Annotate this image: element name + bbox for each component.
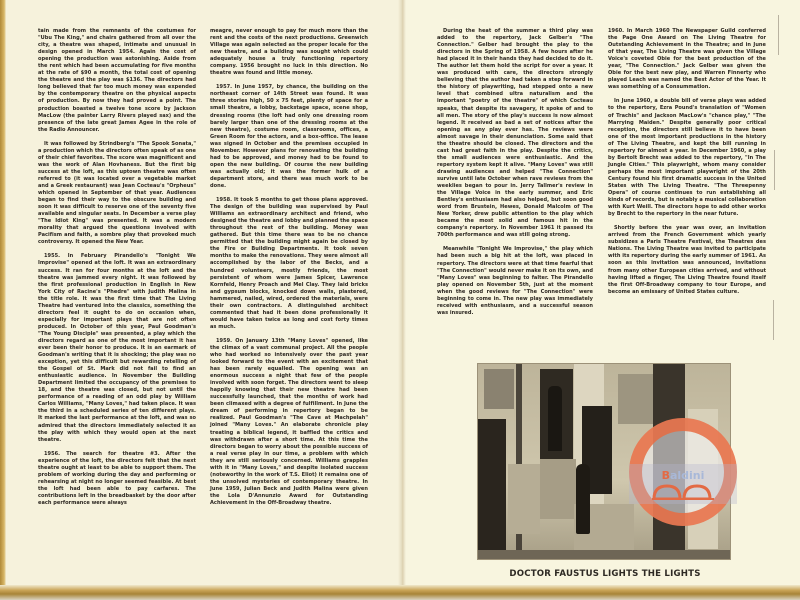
page-edge-left (0, 0, 6, 600)
right-page-column-2 (608, 28, 766, 303)
left-page-column-2 (210, 28, 368, 514)
right-page-column-1 (437, 28, 593, 324)
paragraph: 1958. It took 5 months to get those plans approved. The design of the building was supervised by Paul Williams an extraordinary architect and friend, who designed the theatre and lobby and planned the space throughout the rest of the building. Money was gathered. But this time there was to be no chance permitted that the building might again be closed by the Fire or Building Departments. It took seven months to make the renovations. They were almost all accomplished by the labor of the Becks, and a hundred volunteers, mostly friends, the most persistent of whom were James Spicer, Lawrence Kornfeld, Henry Proach and Mel Clay. They laid bricks and gypsum blocks, knocked down walls, plastered, hammered, nailed, wired, ordered the materials, were their own contractors. A distinguished architect commented that had it been done professionally it would have taken twice as long and cost forty times as much. (210, 197, 368, 330)
paragraph: tain made from the remnants of the costumes for "Ubu The King," and chairs gathered from all over the city, a theatre was shaped, intimate and unusual in design opened in March 1954. Again the cost of opening the production was astonishing. Aside from the rent which had been accumulating for five months at the rate of $90 a month, the total cost of opening the theatre and the play was $136. The directors had long believed that far too much money was expended by the contemporary theatre on the physical aspects of production. By now they had proved a point. The production boasted a twelve tone score by Jackson MacLow (the painter Larry Rivers played sax) and the presence of the late great James Agee in the role of the Radio Announcer. (38, 28, 196, 133)
pencil-mark (773, 300, 774, 340)
paragraph: 1956. The search for theatre #3. After the experience of the loft, the directors felt that the next theatre ought at least to be able to support them. The problem of working during the day and performing or rehearsing at night no longer seemed feasible. At best the loft had been able to pay carfares. The contributions left in the breadbasket by the door after each performance were always (38, 450, 196, 506)
paragraph: meagre, never enough to pay for much more than the rent and the costs of the next productions. Greenwich Village was again selected as the proper locale for the new theatre, and a building was sought which could adequately house a truly functioning repertory company. 1956 brought no luck in this direction. No theatre was found and little money. (210, 28, 368, 77)
paragraph: 1955. In February Pirandello's "Tonight We Improvise" opened at the loft. It was an extraordinary success. It ran for four months at the loft and the theatre was jammed every night. It was followed by the first professional production in English in New York City of Racine's "Phedre" with Judith Malina in the title role. It was the first time that The Living Theatre had ventured into the classics, something the directors feel it ought to do on occasion when, especially for important plays that are not often produced. In October of this year, Paul Goodman's "The Young Disciple" was presented, a play which the directors regard as one of the most important it has ever been their honor to produce. It is an earmark of Goodman's writing that it is shocking; the play was no exception, yet this difficult but rewarding retelling of the Gospel of St. Mark did not fail to find an enthusiastic audience. In November the Building Department limited the occupancy of the premises to 18, and the theatre was closed, but not until the performance of a reading of an odd play by William Carlos Williams, "Many Loves," had taken place. It was the third in a scheduled series of ten different plays. It marked the last performance at the loft, and was so admired that the directors immediately selected it as the play with which they would open at the next theatre. (38, 253, 196, 443)
page-edge-bottom (0, 585, 800, 600)
paragraph: 1957. In June 1957, by chance, the building on the northeast corner of 14th Street was found. It was three stories high, 50 x 75 feet, plenty of space for a small theatre, a lobby, backstage space, scene shop, dressing rooms (the loft had only one dressing room barely larger than one of the dressing rooms at the new theatre), costume room, classrooms, offices, a Green Room for the actors, and a box-office. The lease was signed in October and the premises occupied in November. However plans for renovating the building had to be approved, and money had to be found to open the new building. Of course the new building was actually old; it was the former hulk of a department store, and there was much work to be done. (210, 84, 368, 189)
paragraph: Meanwhile "Tonight We Improvise," the play which had been such a big hit at the loft, was placed in repertory. The directors were at that time fearful that "The Connection" would never make it on its own, and "Many Loves" was beginning to falter. The Pirandello play opened on November 5th, just at the moment when the good reviews for "The Connection" were beginning to come in. The new play was immediately received with enthusiasm, and a successful season was insured. (437, 246, 593, 316)
paragraph: Shortly before the year was over, an invitation arrived from the French Government which yearly subsidizes a Paris Theatre Festival, the Theatres des Nations. The Living Theatre was invited to participate with its repertory during the early summer of 1961. As soon as this invitation was announced, invitations from many other European cities arrived, and without having lifted a finger, The Living Theatre found itself the first Off-Broadway company to tour Europe, and become an emissary of United States culture. (608, 225, 766, 295)
pencil-mark (774, 150, 775, 190)
paragraph: 1959. On January 13th "Many Loves" opened, like the climax of a vast communal project. All the people who had worked so intensively over the past year looked forward to the event with an excitement that has been rarely equalled. The opening was an enormous success a night that few of the people involved with soon forget. The directors went to sleep happily knowing that their new theatre had been successfully launched, that the months of work had been climaxed with a degree of fulfillment. In June the dream of performing in repertory began to be realized. Paul Goodman's "The Cave at Machpelah" joined "Many Loves." An elaborate chronicle play treating a biblical legend, it baffled the critics and was withdrawn after a short time. At this time the directors began to worry about the possible success of a real verse play in our time, a problem with which they are still seriously concerned. Williams grapples with it in "Many Loves," and despite isolated success (noteworthy in the work of T.S. Eliot) it remains one of the unsolved mysteries of contemporary theatre. In June 1959, Julian Beck and Judith Malina were given the Lola D'Annunzio Award for Outstanding Achievement in the Off-Broadway theatre. (210, 337, 368, 506)
pencil-mark (778, 15, 779, 55)
left-page-column-1 (38, 28, 196, 514)
paragraph: It was followed by Strindberg's "The Spook Sonata," a production which the directors often speak of as one of their chief favorites. The score was magnificent and was the work of Alan Hovhaness. But the first big success at the loft, as this uptown theatre was often referred to (it was located over a vegetable market and a Greek restaurant) was Jean Cocteau's "Orpheus" which opened in September of that year. Audiences began to find their way to the obscure building and soon it was difficult to reserve one of the seventy five available and singular seats. In December a verse play "The Idiot King" was presented. It was a modern morality that argued the questions involved with Pacifism and faith, a sombre play that provoked much controversy. It opened the New Year. (38, 140, 196, 246)
paragraph: During the heat of the summer a third play was added to the repertory, Jack Gelber's "The Connection." Gelber had brought the play to the directors in the Spring of 1958. A few hours after he had placed it in their hands they had decided to do it. The author let them hold the script for over a year. It was produced with care, the directors strongly believing that the author had taken a step forward in the history of playwriting, had stepped onto a new level that combined ultra naturalism and the important "poetry of the theatre" of which Cocteau speaks, that despite its savagery, it spoke of and to all men. The story of the play's success is now almost legend. It received as bad a set of notices after the opening as any play ever has. The reviews were almost savage in their denunciation. Some said that the theatre should be closed. The directors and the cast had great faith in the play. Despite the critics, the small audiences were enthusiastic. And the repertory system kept it alive. "Many Loves" was still drawing audiences and helped "The Connection" survive until late October when rave reviews from the weeklies began to pour in. Jerry Tallmer's review in the Village Voice in the early summer, and Eric Bentley's enthusiasm had also helped, but soon good word from Brustein, Hewes, Donald Malcolm of The New Yorker, drew public attention to the play which became the most solid and famous hit in the company's repertory. In November 1961 it passed its 700th performance and was still going strong. (437, 28, 593, 239)
page-gutter (398, 0, 406, 586)
photo-caption: DOCTOR FAUSTUS LIGHTS THE LIGHTS (509, 569, 701, 579)
paragraph: In June 1960, a double bill of verse plays was added to the repertory, Ezra Pound's translation of "Women of Trachis" and Jackson MacLow's "chance play," "The Marrying Maiden." Despite generally poor critical reception, the directors still believe it to have been one of the most important productions in the history of The Living Theatre, and kept the bill running in repertory for almost a year. In December 1960, a play by Bertolt Brecht was added to the repertory, "In The Jungle Cities." This playwright, whom many consider perhaps the most important playwright of the 20th Century found his first dramatic success in the United States with The Living Theatre. "The Threepenny Opera" of course continues to run establishing all kinds of records, but is notably a musical collaboration with Kurt Weill. The directors hope to add other works by Brecht to the repertory in the near future. (608, 98, 767, 218)
baldini-logo-icon (652, 484, 714, 500)
paragraph: 1960. In March 1960 The Newspaper Guild conferred the Page One Award on The Living Theatre for Outstanding Achievement in the Theatre; and in June of that year, The Living Theatre was given the Village Voice's coveted Obie for the best production of the year, "The Connection." Jack Gelber was given the Obie for the best new play, and Warren Finnerty who played Leach was named the Best Actor of the Year. It was something of a Consummation. (608, 28, 766, 91)
watermark-label: Baldini (661, 469, 705, 482)
baldini-watermark (629, 418, 737, 526)
